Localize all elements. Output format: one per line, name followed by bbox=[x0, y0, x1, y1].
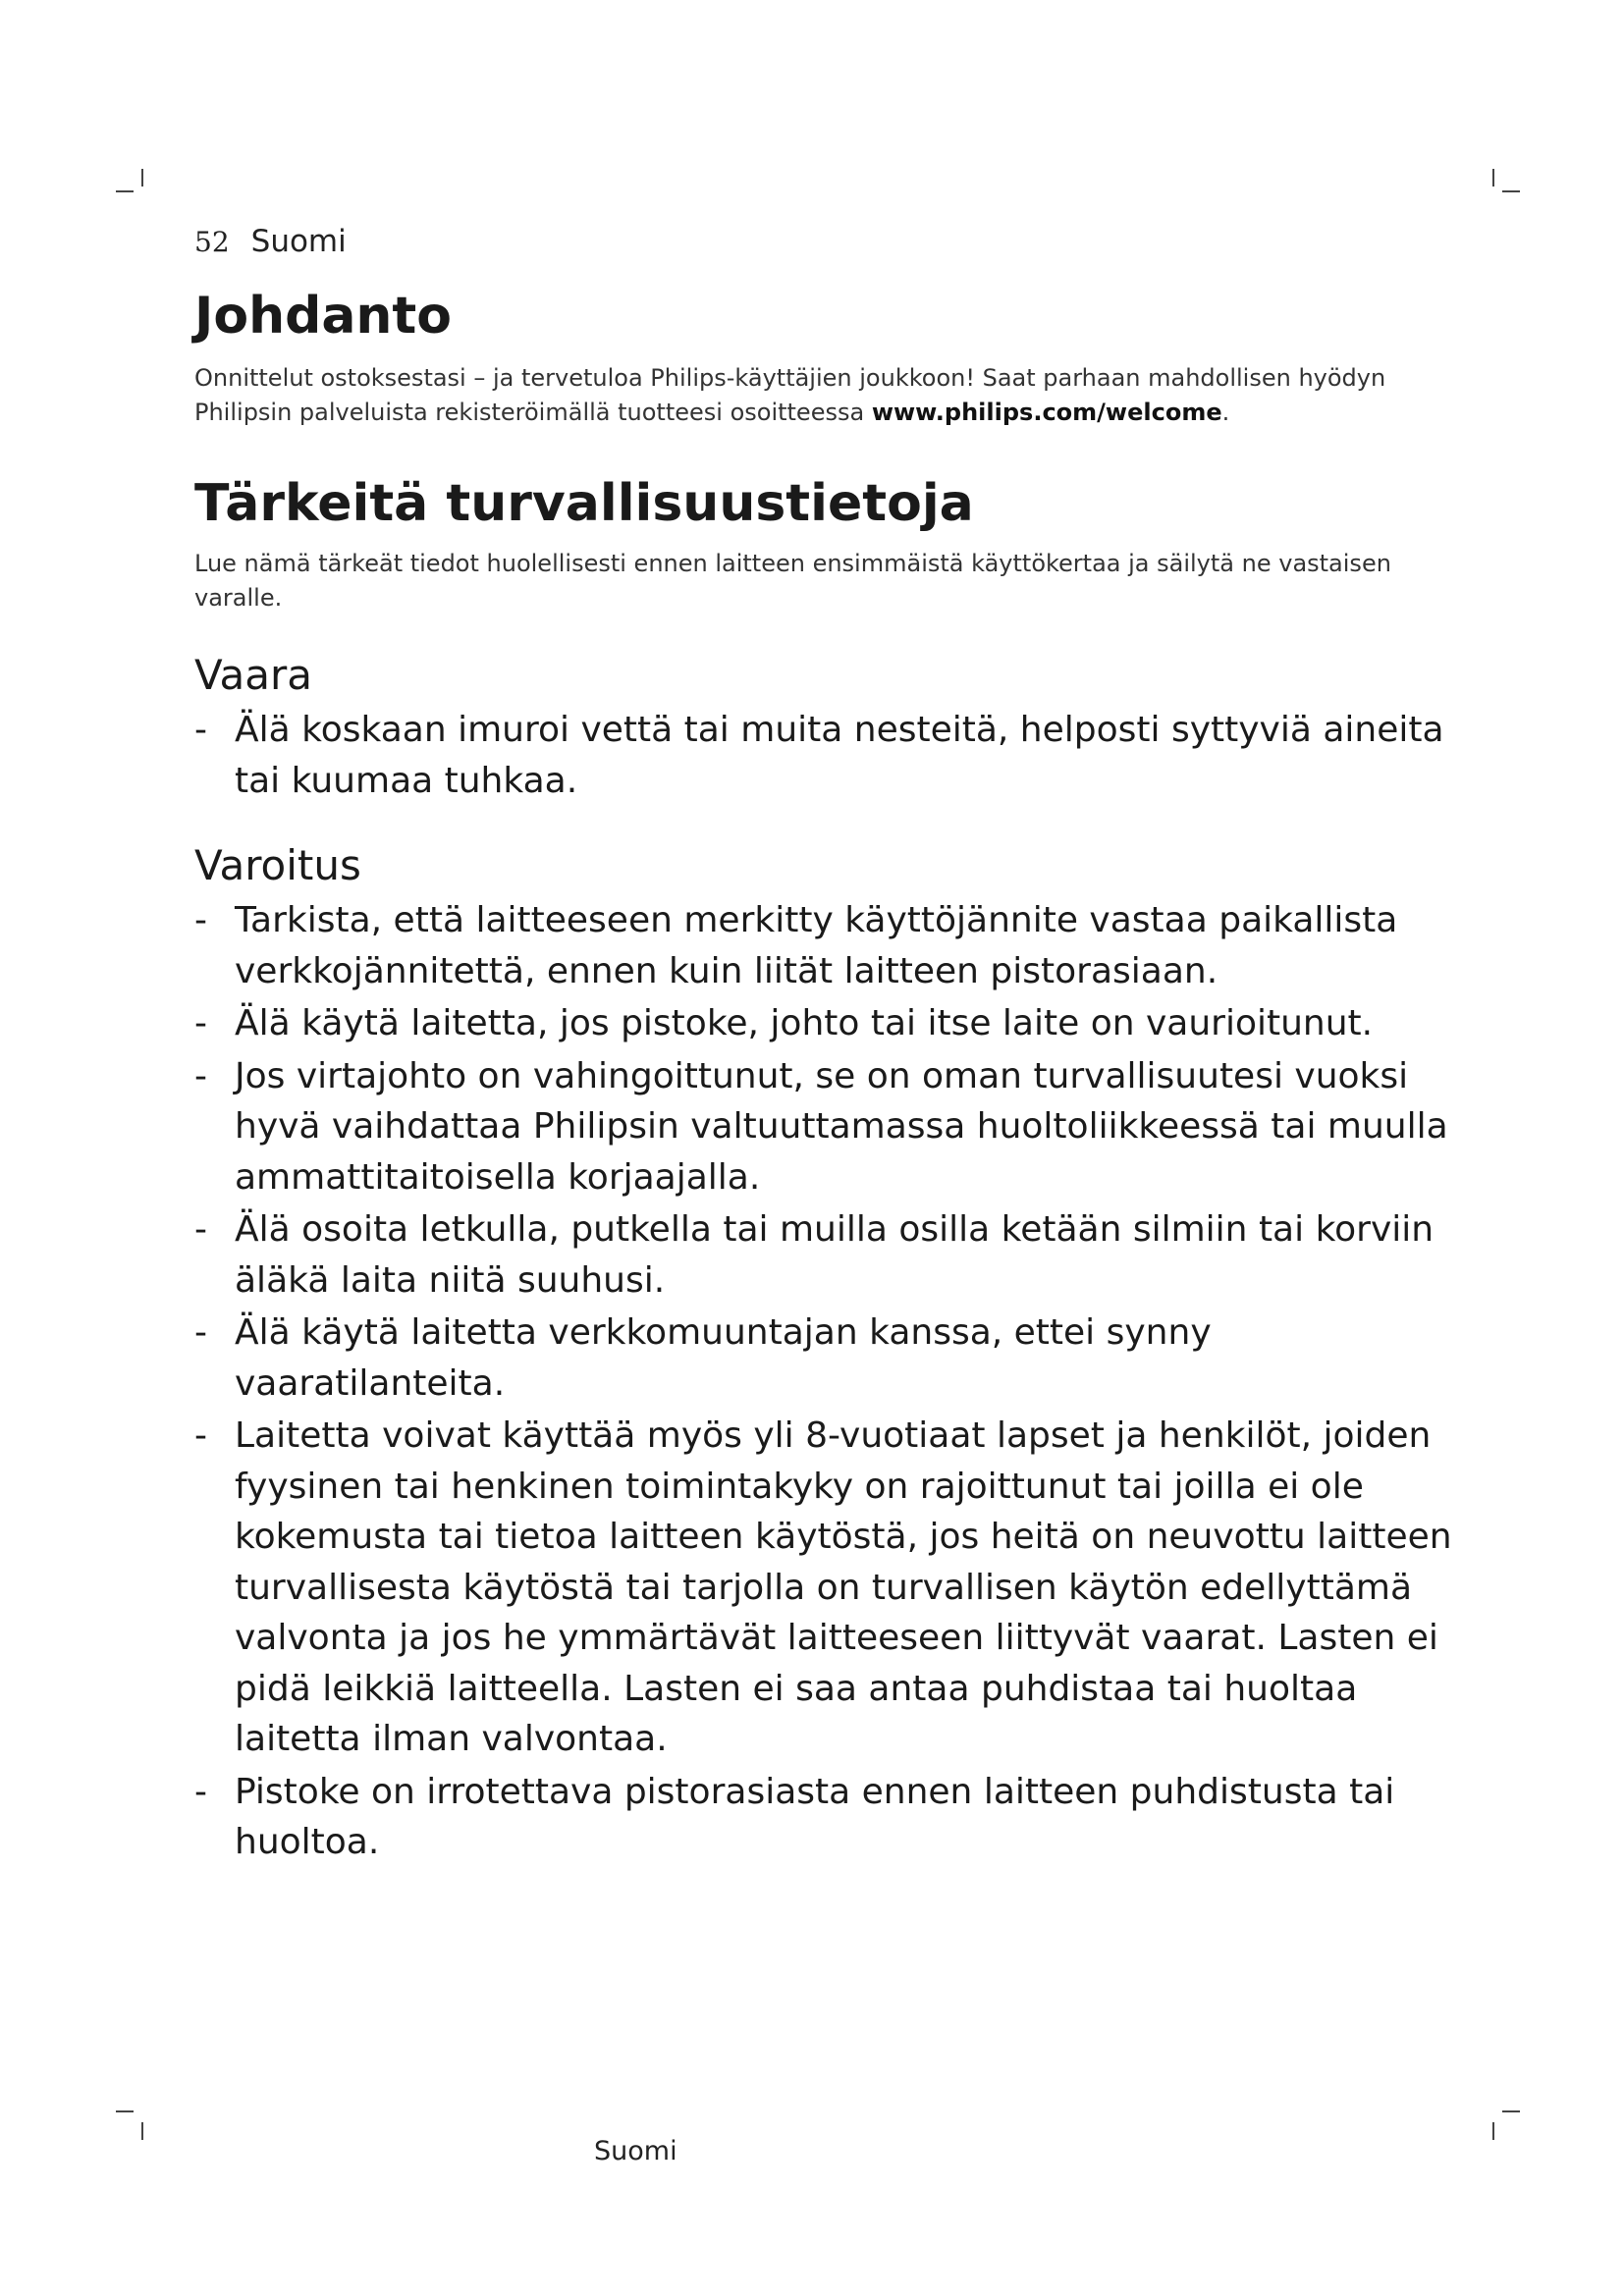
intro-text: Onnittelut ostoksestasi – ja tervetuloa Philips-käyttäjien joukkoon! Saat parhaan mahdollisen hyödyn Philipsin palveluista rekisteröimällä tuotteesi osoitteessa bbox=[194, 364, 1386, 426]
welcome-link[interactable]: www.philips.com/welcome bbox=[871, 399, 1222, 426]
bullet-dash: - bbox=[194, 710, 207, 750]
danger-list bbox=[194, 705, 1461, 808]
safety-title: Tärkeitä turvallisuustietoja bbox=[194, 474, 974, 533]
footer-language: Suomi bbox=[594, 2136, 677, 2166]
warning-list bbox=[194, 895, 1461, 1870]
bullet-dash: - bbox=[194, 1771, 207, 1812]
list-item-text: Jos virtajohto on vahingoittunut, se on oman turvallisuutesi vuoksi hyvä vaihdattaa Philipsin valtuuttamassa huoltoliikkeessä tai muulla ammattitaitoisella korjaajalla. bbox=[235, 1055, 1448, 1198]
list-item bbox=[194, 1767, 1461, 1868]
list-item bbox=[194, 1308, 1461, 1409]
danger-heading: Vaara bbox=[194, 651, 312, 699]
intro-text-end: . bbox=[1221, 399, 1230, 426]
crop-mark-top-left-h bbox=[116, 190, 134, 192]
crop-mark-top-right-h bbox=[1502, 190, 1520, 192]
crop-mark-bottom-left-v bbox=[141, 2122, 143, 2140]
crop-mark-bottom-right-h bbox=[1502, 2110, 1520, 2112]
list-item-text: Tarkista, että laitteeseen merkitty käyttöjännite vastaa paikallista verkkojännitettä, ennen kuin liität laitteen pistorasiaan. bbox=[235, 900, 1398, 991]
list-item-text: Älä koskaan imuroi vettä tai muita nesteitä, helposti syttyviä aineita tai kuumaa tuhkaa. bbox=[235, 710, 1444, 801]
bullet-dash: - bbox=[194, 1003, 207, 1043]
bullet-dash: - bbox=[194, 900, 207, 940]
crop-mark-bottom-right-v bbox=[1492, 2122, 1494, 2140]
list-item-text: Älä käytä laitetta, jos pistoke, johto tai itse laite on vaurioitunut. bbox=[235, 1003, 1374, 1043]
list-item-text: Pistoke on irrotettava pistorasiasta ennen laitteen puhdistusta tai huoltoa. bbox=[235, 1771, 1395, 1862]
list-item bbox=[194, 998, 1461, 1049]
intro-paragraph bbox=[194, 361, 1461, 430]
list-item-text: Älä käytä laitetta verkkomuuntajan kanssa, ettei synny vaaratilanteita. bbox=[235, 1312, 1212, 1404]
list-item-text: Laitetta voivat käyttää myös yli 8-vuotiaat lapset ja henkilöt, joiden fyysinen tai henkinen toimintakyky on rajoittunut tai joilla ei ole kokemusta tai tietoa laitteen käytöstä, jos heitä on neuvottu laitteen turvallisesta käytöstä tai tarjolla on turvallisen käytön edellyttämä valvonta ja jos he ymmärtävät laitteeseen liittyvät vaarat. Lasten ei pidä leikkiä laitteella. Lasten ei saa antaa puhdistaa tai huoltaa laitetta ilman valvontaa. bbox=[235, 1415, 1452, 1759]
list-item bbox=[194, 1051, 1461, 1203]
crop-mark-top-right-v bbox=[1492, 169, 1494, 187]
list-item bbox=[194, 895, 1461, 996]
page-number: 52 bbox=[194, 226, 230, 258]
list-item bbox=[194, 1411, 1461, 1765]
intro-title: Johdanto bbox=[194, 287, 453, 346]
list-item bbox=[194, 1204, 1461, 1306]
safety-paragraph: Lue nämä tärkeät tiedot huolellisesti ennen laitteen ensimmäistä käyttökertaa ja säilytä ne vastaisen varalle. bbox=[194, 550, 1391, 612]
warning-heading: Varoitus bbox=[194, 841, 361, 889]
running-header bbox=[194, 224, 347, 259]
crop-mark-bottom-left-h bbox=[116, 2110, 134, 2112]
bullet-dash: - bbox=[194, 1055, 207, 1096]
crop-mark-top-left-v bbox=[141, 169, 143, 187]
list-item-text: Älä osoita letkulla, putkella tai muilla osilla ketään silmiin tai korviin äläkä laita niitä suuhusi. bbox=[235, 1209, 1435, 1301]
header-language: Suomi bbox=[250, 224, 347, 259]
bullet-dash: - bbox=[194, 1415, 207, 1456]
bullet-dash: - bbox=[194, 1312, 207, 1353]
list-item bbox=[194, 705, 1461, 806]
bullet-dash: - bbox=[194, 1209, 207, 1250]
